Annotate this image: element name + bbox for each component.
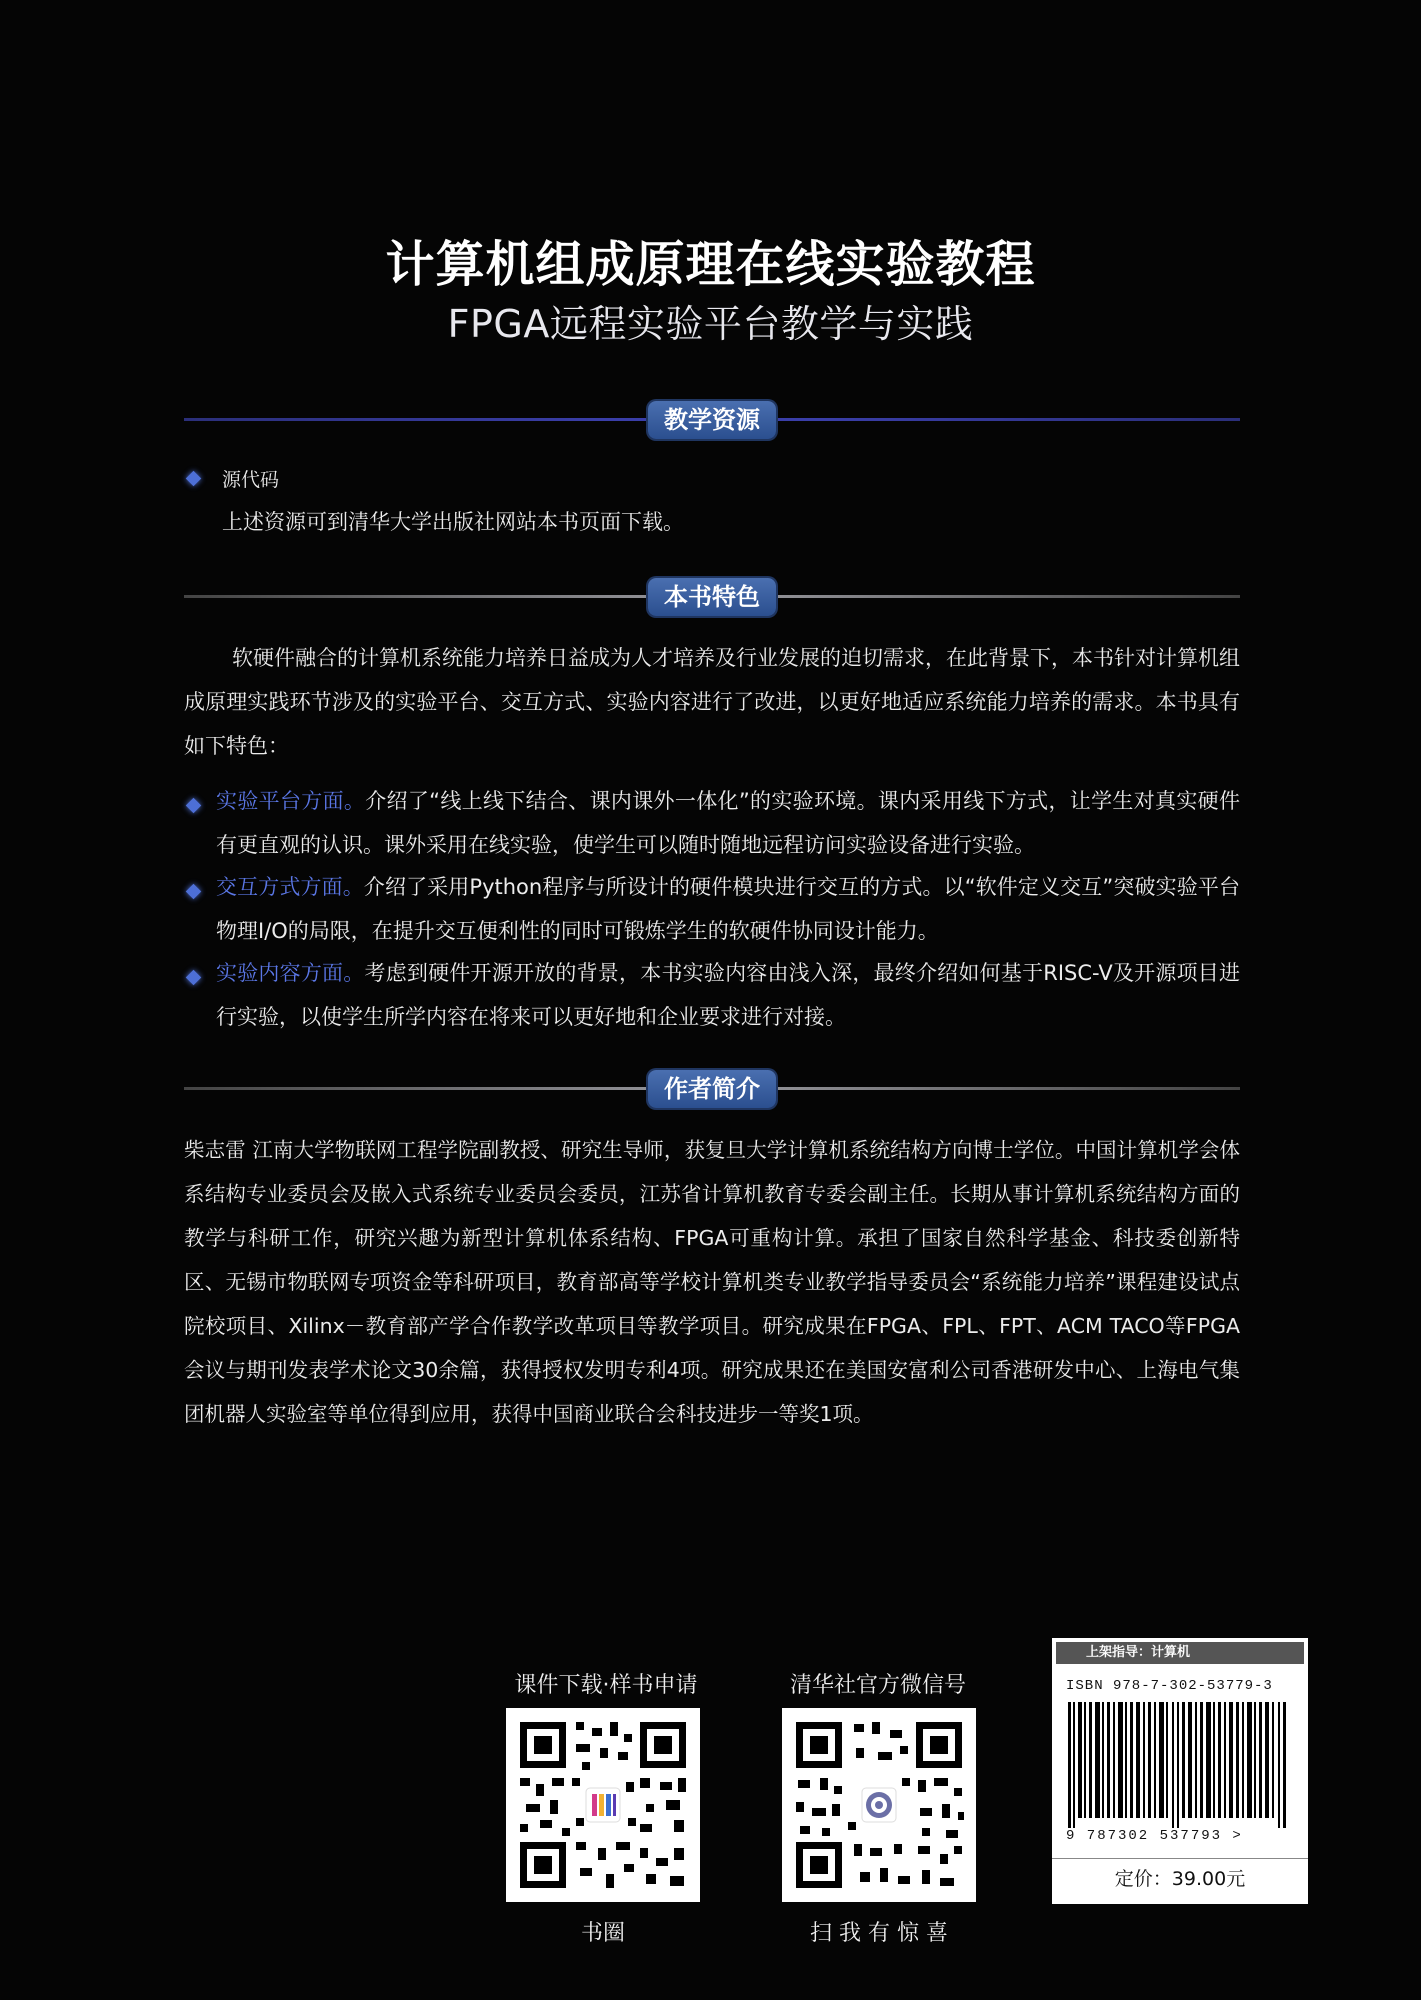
feature-item [216, 779, 1240, 867]
section-label-author: 作者简介 [648, 1070, 776, 1108]
resource-text: 上述资源可到清华大学出版社网站本书页面下载。 [222, 510, 684, 534]
section-label-resources: 教学资源 [648, 401, 776, 439]
divider [1052, 1858, 1308, 1859]
book-title: 计算机组成原理在线实验教程 [385, 236, 1036, 293]
qr-code [782, 1708, 976, 1902]
barcode [1066, 1702, 1294, 1828]
bullet-icon [186, 798, 202, 814]
category-label: 上架指导：计算机 [1056, 1642, 1304, 1664]
feature-text: 介绍了“线上线下结合、课内课外一体化”的实验环境。课内采用线下方式，让学生对真实硬件有更直观的认识。课外采用在线实验，使学生可以随时随地远程访问实验设备进行实验。 [216, 789, 1241, 857]
qr-top-label: 课件下载·样书申请 [514, 1673, 698, 1698]
author-bio: 柴志雷 江南大学物联网工程学院副教授、研究生导师，获复旦大学计算机系统结构方向博士学位。中国计算机学会体系结构专业委员会及嵌入式系统专业委员会委员，江苏省计算机教育专委会副主任。长期从事计算机系统结构方面的教学与科研工作，研究兴趣为新型计算机体系结构、FPGA可重构计算。承担了国家自然科学基金、科技委创新特区、无锡市物联网专项资金等科研项目，教育部高等学校计算机类专业教学指导委员会“系统能力培养”课程建设试点院校项目、Xilinx－教育部产学合作教学改革项目等教学项目。研究成果在FPGA、FPL、FPT、ACM TACO等FPGA会议与期刊发表学术论文30余篇，获得授权发明专利4项。研究成果还在美国安富利公司香港研发中心、上海电气集团机器人实验室等单位得到应用，获得中国商业联合会科技进步一等奖1项。 [184, 1138, 1240, 1426]
qr-code [506, 1708, 700, 1902]
feature-text: 考虑到硬件开源开放的背景，本书实验内容由浅入深，最终介绍如何基于RISC-V及开源项目进行实验，以使学生所学内容在将来可以更好地和企业要求进行对接。 [216, 961, 1240, 1029]
book-subtitle: FPGA远程实验平台教学与实践 [447, 302, 974, 346]
qr-bottom-label: 扫 我 有 惊 喜 [810, 1921, 948, 1946]
section-label-features: 本书特色 [648, 578, 776, 616]
bullet-icon [186, 471, 202, 487]
feature-item [216, 865, 1240, 953]
feature-text: 介绍了采用Python程序与所设计的硬件模块进行交互的方式。以“软件定义交互”突破实验平台物理I/O的局限，在提升交互便利性的同时可锻炼学生的软硬件协同设计能力。 [216, 875, 1240, 943]
qr-top-label: 清华社官方微信号 [789, 1673, 966, 1698]
feature-heading: 交互方式方面。 [216, 875, 364, 899]
feature-item [216, 951, 1240, 1039]
barcode-digits: 9 787302 537793 > [1066, 1828, 1243, 1844]
features-intro: 软硬件融合的计算机系统能力培养日益成为人才培养及行业发展的迫切需求，在此背景下，本书针对计算机组成原理实践环节涉及的实验平台、交互方式、实验内容进行了改进，以更好地适应系统能力培养的需求。本书具有如下特色： [184, 646, 1240, 758]
isbn-number: ISBN 978-7-302-53779-3 [1066, 1678, 1273, 1694]
bullet-icon [186, 884, 202, 900]
resource-bullet: 源代码 [222, 469, 280, 491]
bullet-icon [186, 970, 202, 986]
feature-heading: 实验内容方面。 [216, 961, 365, 985]
price-label: 定价：39.00元 [1114, 1868, 1246, 1890]
qr-bottom-label: 书圈 [580, 1921, 625, 1946]
isbn-barcode-box [1052, 1638, 1308, 1904]
feature-heading: 实验平台方面。 [216, 789, 366, 813]
